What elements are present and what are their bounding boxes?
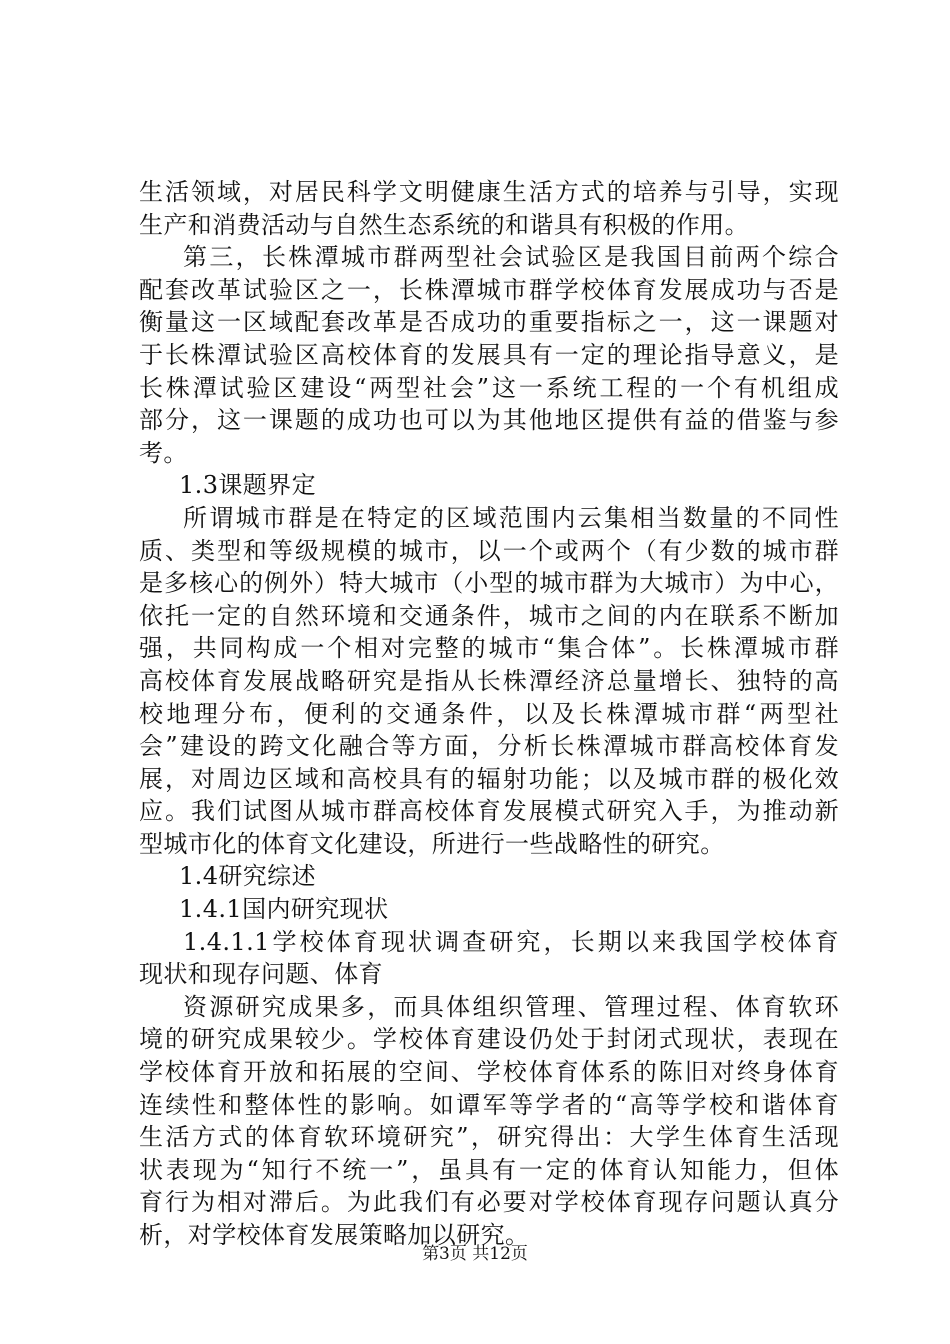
text-line: 配套改革试验区之一，长株潭城市群学校体育发展成功与否是 <box>139 275 839 304</box>
section-heading: 1.4研究综述 <box>179 862 316 891</box>
text-line: 展，对周边区域和高校具有的辐射功能；以及城市群的极化效 <box>139 764 839 793</box>
text-line: 衡量这一区域配套改革是否成功的重要指标之一，这一课题对 <box>139 308 839 337</box>
text-line: 应。我们试图从城市群高校体育发展模式研究入手，为推动新 <box>139 797 839 826</box>
text-line: 于长株潭试验区高校体育的发展具有一定的理论指导意义，是 <box>139 340 839 369</box>
text-line: 会”建设的跨文化融合等方面，分析长株潭城市群高校体育发 <box>139 732 839 761</box>
subsection-heading: 1.4.1国内研究现状 <box>179 895 389 924</box>
text-line: 生活领域，对居民科学文明健康生活方式的培养与引导，实现 <box>139 178 839 206</box>
body-text <box>139 176 839 1252</box>
text-line: 是多核心的例外）特大城市（小型的城市群为大城市）为中心， <box>139 569 839 598</box>
text-line: 状表现为“知行不统一”，虽具有一定的体育认知能力，但体 <box>139 1155 839 1184</box>
text-line: 连续性和整体性的影响。如谭军等学者的“高等学校和谐体育 <box>139 1090 839 1119</box>
text-line: 部分，这一课题的成功也可以为其他地区提供有益的借鉴与参 <box>139 406 839 435</box>
text-line: 境的研究成果较少。学校体育建设仍处于封闭式现状，表现在 <box>139 1025 839 1054</box>
text-line: 校地理分布，便利的交通条件，以及长株潭城市群“两型社 <box>139 699 839 728</box>
text-line: 生产和消费活动与自然生态系统的和谐具有积极的作用。 <box>139 210 749 239</box>
text-line: 长株潭试验区建设“两型社会”这一系统工程的一个有机组成 <box>139 373 839 402</box>
text-line: 析，对学校体育发展策略加以研究。 <box>139 1221 530 1249</box>
text-line: 育行为相对滞后。为此我们有必要对学校体育现存问题认真分 <box>139 1188 839 1217</box>
text-line: 型城市化的体育文化建设，所进行一些战略性的研究。 <box>139 829 725 858</box>
paragraph-start-line: 资源研究成果多，而具体组织管理、管理过程、体育软环 <box>183 992 839 1021</box>
page-number-footer: 第3页 共12页 <box>422 1244 528 1264</box>
text-line: 考。 <box>139 438 188 467</box>
paragraph-start-line: 1.4.1.1学校体育现状调查研究，长期以来我国学校体育 <box>183 927 839 956</box>
text-line: 生活方式的体育软环境研究”，研究得出：大学生体育生活现 <box>139 1123 839 1152</box>
text-line: 高校体育发展战略研究是指从长株潭经济总量增长、独特的高 <box>139 666 839 695</box>
text-line: 学校体育开放和拓展的空间、学校体育体系的陈旧对终身体育 <box>139 1058 839 1087</box>
text-line: 质、类型和等级规模的城市，以一个或两个（有少数的城市群 <box>139 536 839 565</box>
text-line: 现状和现存问题、体育 <box>139 960 383 989</box>
text-line: 强，共同构成一个相对完整的城市“集合体”。长株潭城市群 <box>139 634 839 663</box>
section-heading: 1.3课题界定 <box>179 471 316 500</box>
text-line: 依托一定的自然环境和交通条件，城市之间的内在联系不断加 <box>139 601 839 630</box>
paragraph-start-line: 第三，长株潭城市群两型社会试验区是我国目前两个综合 <box>183 243 839 272</box>
paragraph-start-line: 所谓城市群是在特定的区域范围内云集相当数量的不同性 <box>183 503 839 532</box>
